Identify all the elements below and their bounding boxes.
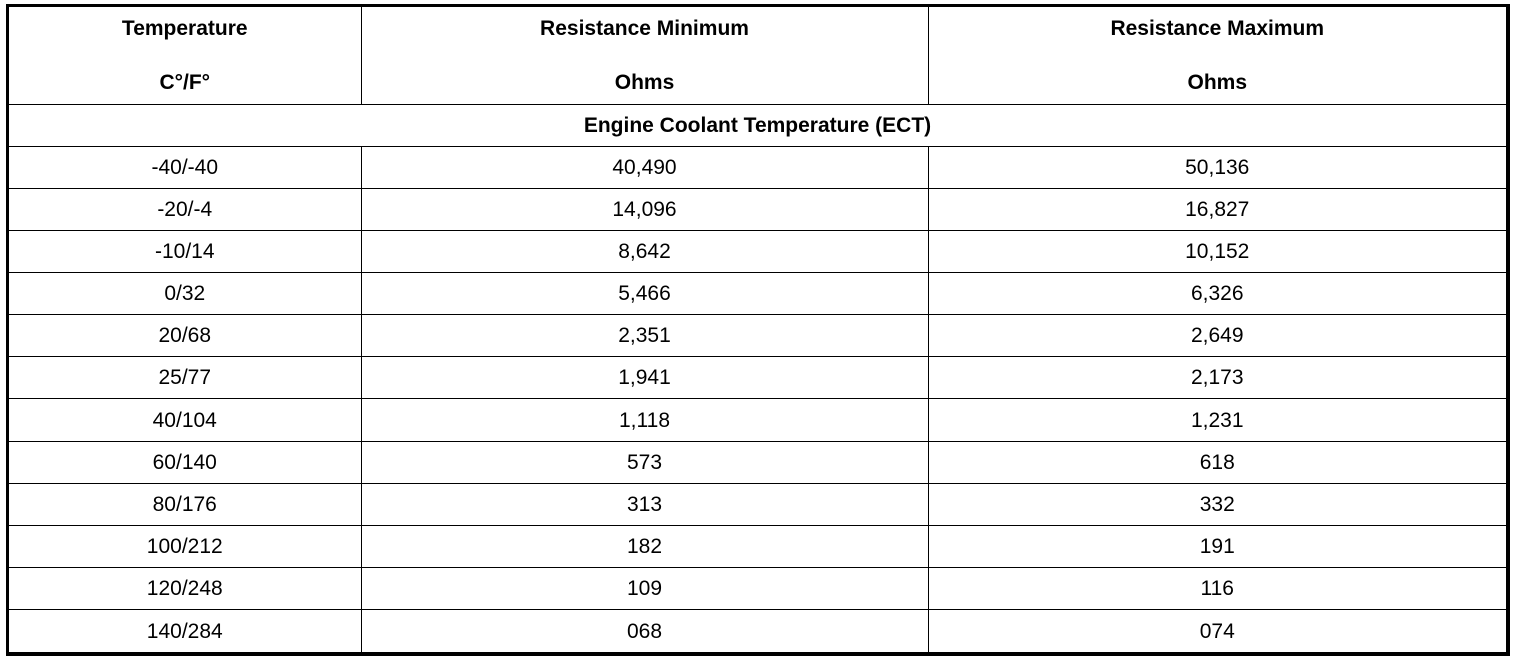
temperature-cell: 100/212 bbox=[9, 525, 361, 567]
table-row bbox=[9, 568, 1506, 610]
resistance-min-cell: 109 bbox=[361, 568, 928, 610]
table-row bbox=[9, 273, 1506, 315]
resistance-min-cell: 2,351 bbox=[361, 315, 928, 357]
table-row bbox=[9, 357, 1506, 399]
resistance-table-frame bbox=[6, 4, 1510, 656]
resistance-min-cell: 573 bbox=[361, 441, 928, 483]
header-temperature-unit: C°/F° bbox=[159, 70, 211, 94]
temperature-cell: 60/140 bbox=[9, 441, 361, 483]
resistance-max-cell: 6,326 bbox=[928, 273, 1506, 315]
resistance-min-cell: 8,642 bbox=[361, 230, 928, 272]
temperature-cell: 0/32 bbox=[9, 273, 361, 315]
resistance-max-cell: 191 bbox=[928, 525, 1506, 567]
resistance-max-cell: 2,173 bbox=[928, 357, 1506, 399]
header-resistance-maximum-unit: Ohms bbox=[1187, 70, 1247, 94]
temperature-cell: 25/77 bbox=[9, 357, 361, 399]
ect-resistance-table bbox=[9, 7, 1506, 652]
table-row bbox=[9, 146, 1506, 188]
resistance-max-cell: 332 bbox=[928, 483, 1506, 525]
resistance-min-cell: 5,466 bbox=[361, 273, 928, 315]
table-row bbox=[9, 399, 1506, 441]
resistance-min-cell: 14,096 bbox=[361, 188, 928, 230]
table-row bbox=[9, 610, 1506, 652]
resistance-max-cell: 50,136 bbox=[928, 146, 1506, 188]
temperature-cell: -10/14 bbox=[9, 230, 361, 272]
table-row bbox=[9, 483, 1506, 525]
header-resistance-minimum bbox=[361, 7, 928, 104]
temperature-cell: 40/104 bbox=[9, 399, 361, 441]
temperature-cell: 20/68 bbox=[9, 315, 361, 357]
resistance-min-cell: 1,941 bbox=[361, 357, 928, 399]
temperature-cell: -40/-40 bbox=[9, 146, 361, 188]
resistance-max-cell: 1,231 bbox=[928, 399, 1506, 441]
header-resistance-maximum bbox=[928, 7, 1506, 104]
header-resistance-maximum-label: Resistance Maximum bbox=[1110, 16, 1325, 40]
resistance-min-cell: 068 bbox=[361, 610, 928, 652]
section-title: Engine Coolant Temperature (ECT) bbox=[9, 104, 1506, 146]
resistance-max-cell: 2,649 bbox=[928, 315, 1506, 357]
temperature-cell: 80/176 bbox=[9, 483, 361, 525]
temperature-cell: 140/284 bbox=[9, 610, 361, 652]
table-row bbox=[9, 315, 1506, 357]
resistance-max-cell: 116 bbox=[928, 568, 1506, 610]
temperature-cell: -20/-4 bbox=[9, 188, 361, 230]
resistance-max-cell: 10,152 bbox=[928, 230, 1506, 272]
table-row bbox=[9, 230, 1506, 272]
resistance-max-cell: 16,827 bbox=[928, 188, 1506, 230]
header-temperature bbox=[9, 7, 361, 104]
resistance-min-cell: 40,490 bbox=[361, 146, 928, 188]
resistance-max-cell: 618 bbox=[928, 441, 1506, 483]
resistance-min-cell: 313 bbox=[361, 483, 928, 525]
header-resistance-minimum-label: Resistance Minimum bbox=[540, 16, 749, 40]
header-row bbox=[9, 7, 1506, 104]
table-row bbox=[9, 188, 1506, 230]
header-resistance-minimum-unit: Ohms bbox=[614, 70, 675, 94]
temperature-cell: 120/248 bbox=[9, 568, 361, 610]
section-row bbox=[9, 104, 1506, 146]
header-temperature-label: Temperature bbox=[121, 16, 248, 40]
resistance-max-cell: 074 bbox=[928, 610, 1506, 652]
resistance-min-cell: 182 bbox=[361, 525, 928, 567]
table-row bbox=[9, 525, 1506, 567]
table-row bbox=[9, 441, 1506, 483]
resistance-min-cell: 1,118 bbox=[361, 399, 928, 441]
